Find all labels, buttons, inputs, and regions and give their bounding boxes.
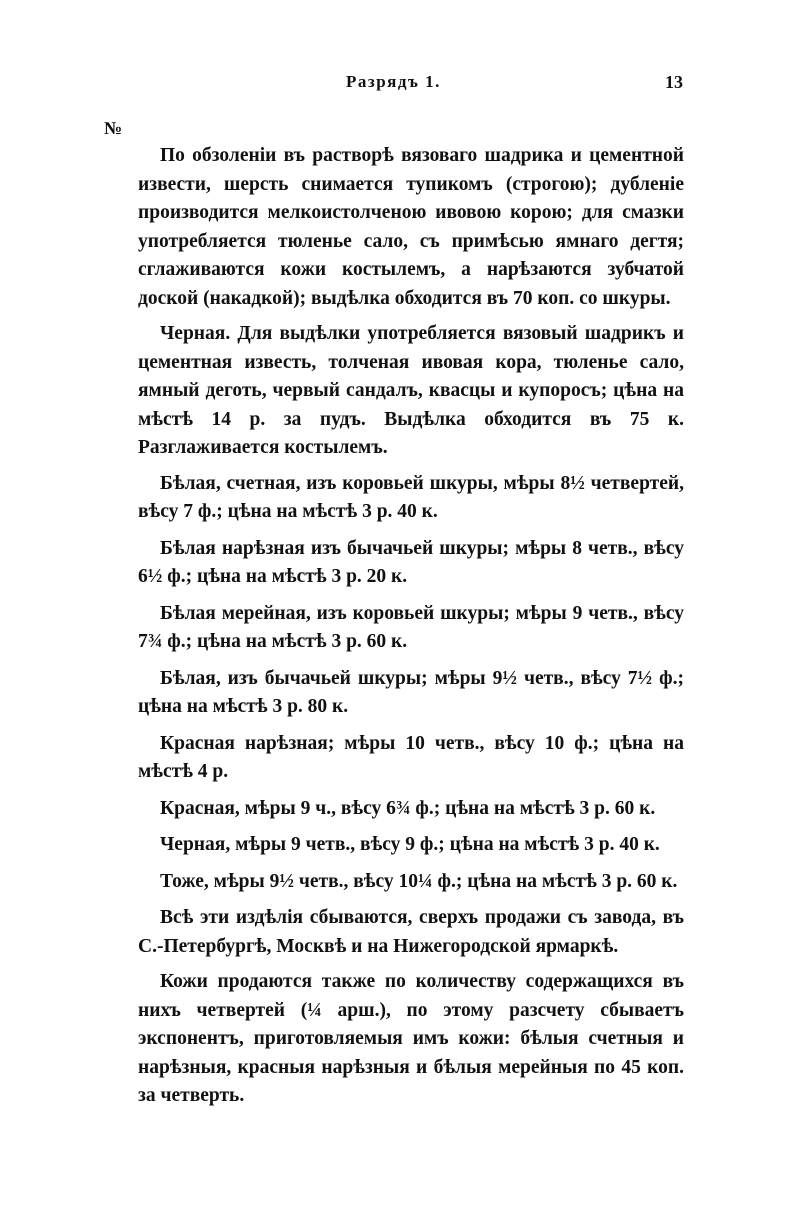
paragraph-black: Черная, мѣры 9 четв., вѣсу 9 ф.; цѣна на мѣстѣ 3 р. 40 к. — [160, 834, 660, 855]
paragraph-same: Тоже, мѣры 9½ четв., вѣсу 10¼ ф.; цѣна на мѣстѣ 3 р. 60 к. — [160, 870, 678, 892]
paragraph-quarter-pricing: Кожи продаются также по количеству содержащихся въ нихъ четвертей (¼ арш.), по этому разсчету сбываетъ экспонентъ, приготовляемыя имъ кожи: бѣлыя счетныя и нарѣзныя, красныя нарѣзныя и бѣлыя мерейныя по 45 коп. за четверть. — [138, 971, 684, 1106]
page-header — [0, 72, 810, 102]
page-number: 13 — [665, 72, 683, 92]
running-head: Разрядъ 1. — [346, 72, 441, 91]
paragraph-white-bull: Бѣлая, изъ бычачьей шкуры; мѣры 9½ четв., вѣсу 7½ ф.; цѣна на мѣстѣ 3 р. 80 к. — [138, 667, 684, 717]
margin-number-sign: № — [104, 118, 123, 138]
paragraph-sales: Всѣ эти издѣлія сбываются, сверхъ продажи съ завода, въ С.-Петербургѣ, Москвѣ и на Нижегородской ярмаркѣ. — [138, 907, 684, 957]
paragraph-red-cut: Красная нарѣзная; мѣры 10 четв., вѣсу 10 ф.; цѣна на мѣстѣ 4 р. — [138, 732, 684, 782]
body-text — [138, 142, 684, 1118]
paragraph-white-cut: Бѣлая нарѣзная изъ бычачьей шкуры; мѣры 8 четв., вѣсу 6½ ф.; цѣна на мѣстѣ 3 р. 20 к. — [138, 537, 684, 587]
paragraph-black-leather: Черная. Для выдѣлки употребляется вязовый шадрикъ и цементная известь, толченая ивовая кора, тюленье сало, ямный деготь, червый сандалъ, квасцы и купоросъ; цѣна на мѣстѣ 14 р. за пудъ. Выдѣлка обходится въ 75 к. Разглаживается костылемъ. — [138, 323, 684, 458]
paragraph-white-grained: Бѣлая мерейная, изъ коровьей шкуры; мѣры 9 четв., вѣсу 7¾ ф.; цѣна на мѣстѣ 3 р. 60 к. — [138, 602, 684, 652]
paragraph-tanning-process: По обзоленіи въ растворѣ вязоваго шадрика и цементной извести, шерсть снимается тупикомъ (строгою); дубленіе производится мелкоистолченою ивовою корою; для смазки употребляется тюленье сало, съ примѣсью ямнаго дегтя; сглаживаются кожи костылемъ, а нарѣзаются зубчатой доской (накадкой); выдѣлка обходится въ 70 коп. со шкуры. — [138, 145, 684, 309]
paragraph-white-counted: Бѣлая, счетная, изъ коровьей шкуры, мѣры 8½ четвертей, вѣсу 7 ф.; цѣна на мѣстѣ 3 р. 40 к. — [138, 472, 684, 522]
paragraph-red: Красная, мѣры 9 ч., вѣсу 6¾ ф.; цѣна на мѣстѣ 3 р. 60 к. — [160, 797, 656, 819]
